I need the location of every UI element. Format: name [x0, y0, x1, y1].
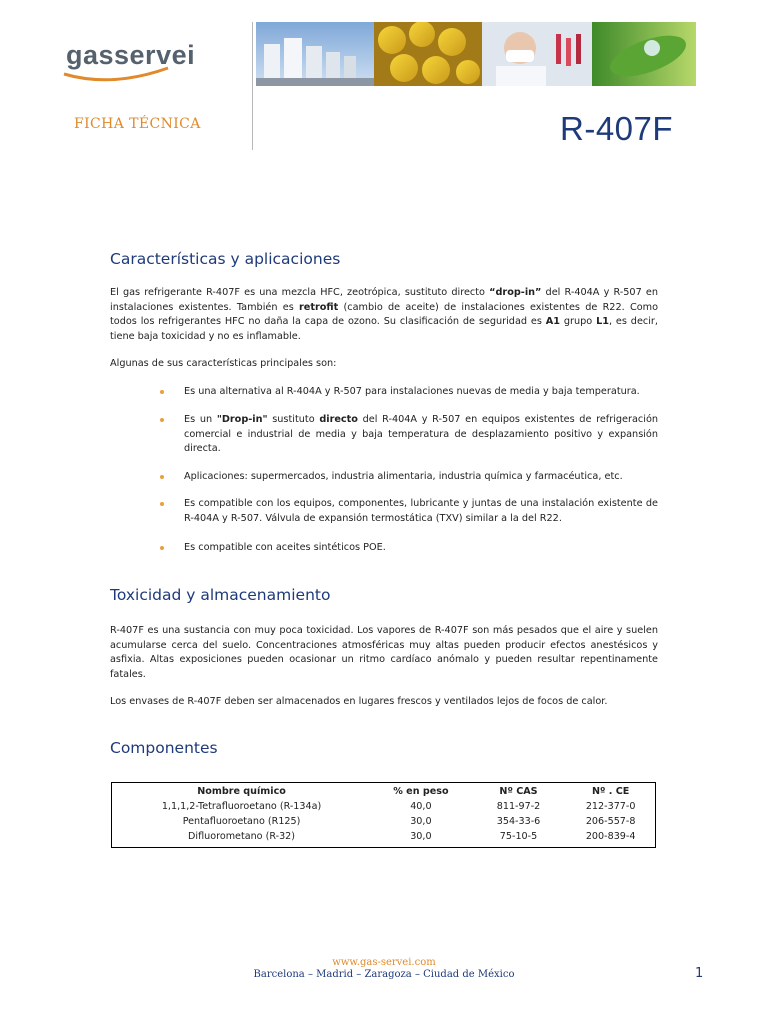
column-header: Nombre químico: [197, 786, 286, 797]
list-item: [160, 541, 658, 556]
header-photo-banner: [256, 22, 696, 86]
product-title: R-407F: [560, 110, 674, 147]
page-number: 1: [695, 966, 704, 981]
intro-text-1: El gas refrigerante R-407F es una mezcla HFC, zeotrópica, sustituto directo: [110, 287, 490, 298]
bullet-icon: [160, 418, 164, 422]
logo-swoosh-icon: [62, 62, 172, 84]
table-cell: 200-839-4: [585, 831, 636, 842]
intro-text-2: del R-404A y R-507 en instalaciones existentes. También es: [110, 287, 659, 313]
intro-a1: A1: [545, 316, 561, 328]
header-divider: [252, 22, 253, 150]
intro-dropin: “drop-in”: [489, 287, 542, 298]
bullet-text-5: Es compatible con aceites sintéticos POE.: [184, 542, 386, 553]
table-row: [112, 814, 655, 829]
bullet-icon: [160, 475, 164, 479]
intro-l1: L1: [596, 316, 609, 328]
table-row: [112, 829, 655, 844]
toxicity-paragraph: R-407F es una sustancia con muy poca toxicidad. Los vapores de R-407F son más pesados que el aire y suelen acumularse cerca del suelo. Concentraciones atmosféricas muy altas pueden producir efectos anestésicos y asfixia. Altas exposiciones pueden ocasionar un ritmo cardíaco anómalo y pueden resultar repentinamente fatales.: [110, 625, 658, 681]
components-table: [111, 782, 656, 848]
bullet-text-4: Es compatible con los equipos, componentes, lubricante y juntas de una instalación existente de R-404A y R-507. Válvula de expansión termostática (TXV) similar a la del R22.: [184, 498, 658, 524]
table-cell: 30,0: [410, 831, 432, 842]
logo-text: gasservei: [66, 40, 196, 70]
intro-text-3: (cambio de aceite) de instalaciones existentes de R22. Como todos los refrigerantes HFC no daña la capa de ozono. Su clasificación de seguridad es: [110, 301, 659, 328]
table-cell: 30,0: [410, 816, 432, 827]
table-cell: 40,0: [410, 801, 432, 812]
table-cell: 1,1,1,2-Tetrafluoroetano (R-134a): [161, 801, 322, 812]
table-cell: 354-33-6: [496, 816, 541, 827]
company-logo: [62, 38, 232, 88]
column-header: Nº CAS: [499, 786, 538, 797]
table-cell: Difluorometano (R-32): [188, 831, 296, 842]
table-row: [112, 799, 655, 814]
bullet-text-1: Es una alternativa al R-404A y R-507 para instalaciones nuevas de media y baja temperatura.: [184, 386, 640, 397]
list-item: [160, 413, 658, 457]
intro-text-4: grupo: [560, 316, 597, 328]
section-title-caracteristicas: Características y aplicaciones: [110, 250, 341, 268]
section-title-toxicidad: Toxicidad y almacenamiento: [110, 586, 331, 604]
table-cell: 75-10-5: [499, 831, 538, 842]
table-cell: 212-377-0: [585, 801, 636, 812]
list-item: [160, 385, 658, 400]
table-cell: 206-557-8: [585, 816, 636, 827]
bullet-icon: [160, 390, 164, 394]
column-header: Nº . CE: [591, 786, 630, 797]
list-item: [160, 470, 658, 485]
storage-paragraph: Los envases de R-407F deben ser almacenados en lugares frescos y ventilados lejos de focos de calor.: [110, 696, 608, 707]
bullet-icon: [160, 502, 164, 506]
intro-paragraph: [110, 286, 658, 345]
bullet-icon: [160, 546, 164, 550]
document-type-label: FICHA TÉCNICA: [74, 116, 201, 132]
column-header: % en peso: [393, 786, 449, 797]
bullet-text-3: Aplicaciones: supermercados, industria alimentaria, industria química y farmacéutica, etc.: [184, 471, 623, 482]
bullet-text-2: Es un "Drop-in" sustituto directo del R-404A y R-507 en equipos existentes de refrigeración comercial e industrial de media y baja temperatura de desplazamiento positivo y expansión directa.: [184, 414, 659, 455]
features-intro: Algunas de sus características principales son:: [110, 358, 337, 369]
office-locations: Barcelona – Madrid – Zaragoza – Ciudad de México: [253, 969, 515, 980]
table-cell: Pentafluoroetano (R125): [182, 816, 301, 827]
intro-retrofit: retrofit: [299, 301, 339, 313]
intro-text-5: , es decir, tiene baja toxicidad y no es inflamable.: [110, 316, 658, 343]
section-title-componentes: Componentes: [110, 739, 218, 757]
website-link[interactable]: www.gas-servei.com: [332, 957, 436, 968]
list-item: [160, 497, 658, 526]
table-cell: 811-97-2: [496, 801, 541, 812]
table-header-row: [112, 784, 655, 799]
